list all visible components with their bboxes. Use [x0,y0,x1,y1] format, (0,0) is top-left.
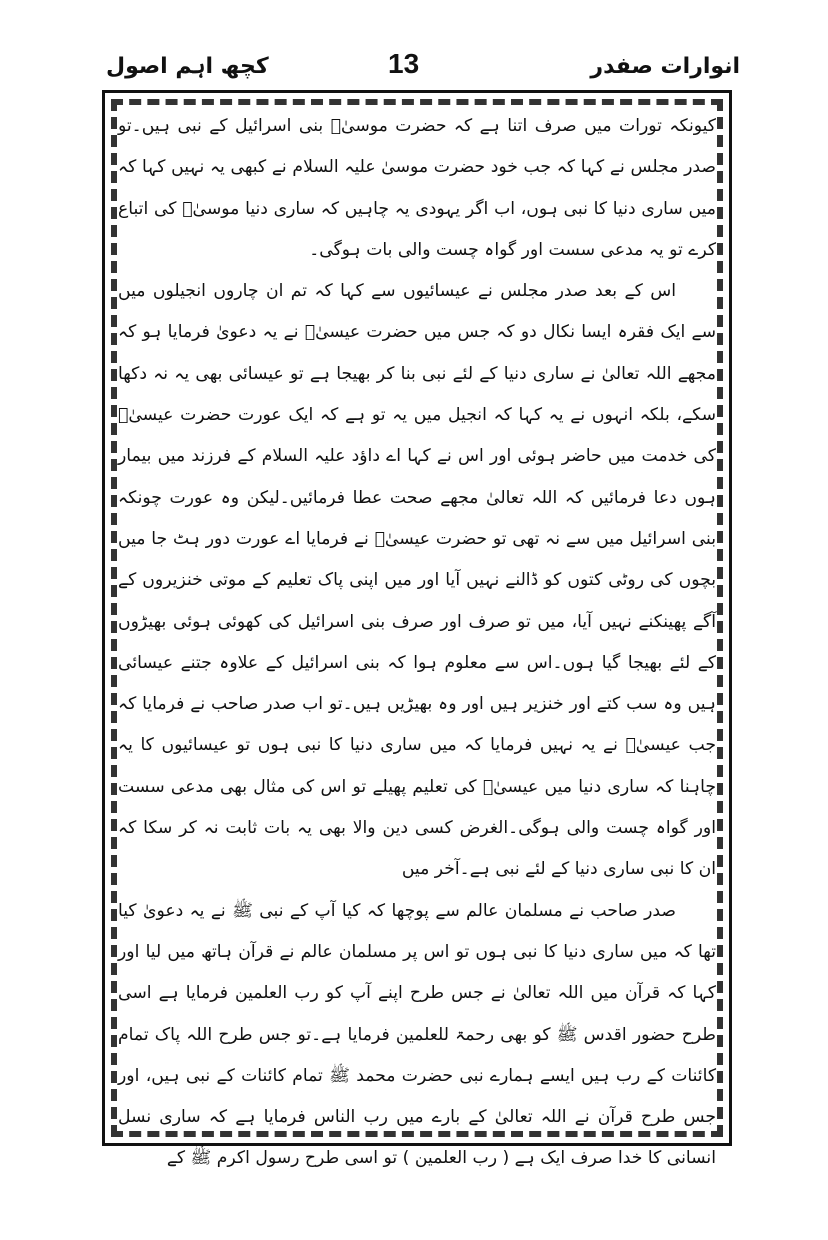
paragraph: اس کے بعد صدر مجلس نے عیسائیوں سے کہا کہ تم ان چاروں انجیلوں میں سے ایک فقرہ ایسا نکال دو کہ جس میں حضرت عیسیٰؑ نے یہ دعویٰ فرمایا ہو کہ مجھے اللہ تعالیٰ نے ساری دنیا کے لئے نبی بنا کر بھیجا ہے تو عیسائی بھی یہ نہ دکھا سکے، بلکہ انہوں نے یہ کہا کہ انجیل میں یہ تو ہے کہ ایک عورت حضرت عیسیٰؑ کی خدمت میں حاضر ہوئی اور اس نے کہا اے داؤد علیہ السلام کے فرزند میں بیمار ہوں دعا فرمائیں کہ اللہ تعالیٰ مجھے صحت عطا فرمائیں۔لیکن وہ عورت چونکہ بنی اسرائیل میں سے نہ تھی تو حضرت عیسیٰؑ نے فرمایا اے عورت دور ہٹ جا میں بچوں کی روٹی کتوں کو ڈالنے نہیں آیا اور میں اپنی پاک تعلیم کے موتی خنزیروں کے آگے پھینکنے نہیں آیا، میں تو صرف اور صرف بنی اسرائیل کی کھوئی ہوئی بھیڑوں کے لئے بھیجا گیا ہوں۔اس سے معلوم ہوا کہ بنی اسرائیل کے علاوہ جتنے عیسائی ہیں وہ سب کتے اور خنزیر ہیں اور وہ بھیڑیں ہیں۔تو اب صدر صاحب نے فرمایا کہ جب عیسیٰؑ نے یہ نہیں فرمایا کہ میں ساری دنیا کا نبی ہوں تو عیسائیوں کا یہ چاہنا کہ ساری دنیا میں عیسیٰؑ کی تعلیم پھیلے تو اس کی مثال بھی مدعی سست اور گواہ چست والی ہوگی۔الغرض کسی دین والا بھی یہ بات ثابت نہ کر سکا کہ ان کا نبی ساری دنیا کے لئے نبی ہے۔آخر میں [118,281,716,880]
page-body [118,106,716,1180]
paragraph: صدر صاحب نے مسلمان عالم سے پوچھا کہ کیا آپ کے نبی ﷺ نے یہ دعویٰ کیا تھا کہ میں ساری دنیا کا نبی ہوں تو اس پر مسلمان عالم نے قرآن ہاتھ میں لیا اور کہا کہ قرآن میں اللہ تعالیٰ نے جس طرح اپنے آپ کو رب العلمین فرمایا ہے اسی طرح حضور اقدس ﷺ کو بھی رحمۃ للعلمین فرمایا ہے۔تو جس طرح اللہ پاک تمام کائنات کے رب ہیں ایسے ہمارے نبی حضرت محمد ﷺ تمام کائنات کے نبی ہیں، اور جس طرح قرآن نے اللہ تعالیٰ کے بارے میں رب الناس فرمایا ہے کہ ساری نسل انسانی کا خدا صرف ایک ہے ( رب العلمین ) تو اسی طرح رسول اکرم ﷺ کے [118,900,716,1169]
page-header [100,48,740,88]
chapter-title: کچھ اہم اصول [106,54,269,79]
book-title: انوارات صفدر [590,54,740,79]
page-number: 13 [388,48,420,79]
paragraph: کیونکہ تورات میں صرف اتنا ہے کہ حضرت موسیٰؑ بنی اسرائیل کے نبی ہیں۔تو صدر مجلس نے کہا کہ جب خود حضرت موسیٰ علیہ السلام نے کبھی یہ نہیں کہا کہ میں ساری دنیا کا نبی ہوں، اب اگر یہودی یہ چاہیں کہ ساری دنیا موسیٰؑ کی اتباع کرے تو یہ مدعی سست اور گواہ چست والی بات ہوگی۔ [118,116,716,260]
